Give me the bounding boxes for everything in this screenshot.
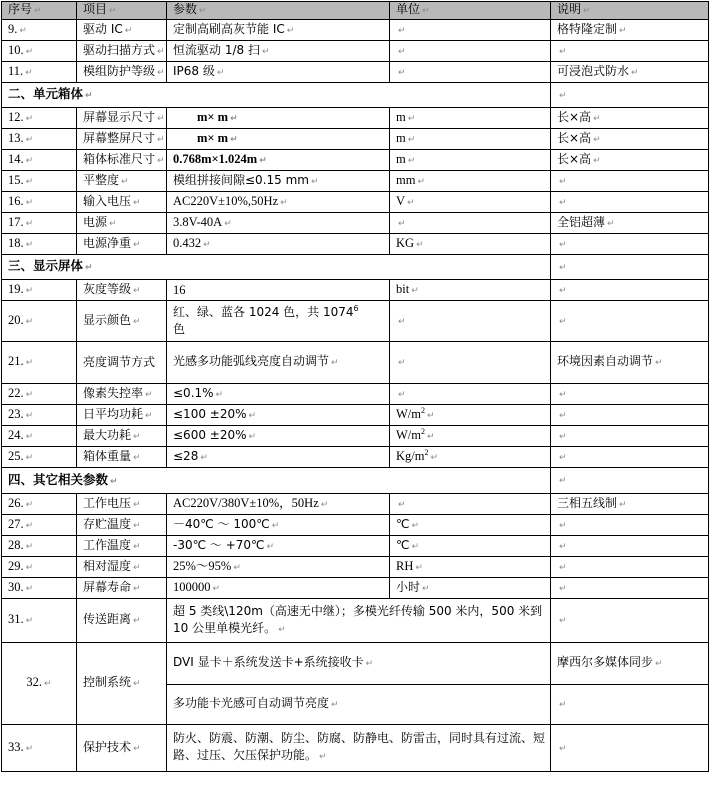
row-note: ↵ bbox=[551, 536, 709, 557]
row-note: ↵ bbox=[551, 557, 709, 578]
spec-table bbox=[1, 1, 709, 772]
row-unit: ↵ bbox=[390, 41, 551, 62]
row-item: 屏幕整屏尺寸 ↵ bbox=[77, 129, 167, 150]
table-row bbox=[2, 515, 709, 536]
row-note: 格特隆定制 ↵ bbox=[551, 20, 709, 41]
row-item: 保护技术 ↵ bbox=[77, 725, 167, 772]
header-item: 项目 ↵ bbox=[77, 2, 167, 20]
row-no: 17. ↵ bbox=[2, 213, 77, 234]
row-param: AC220V/380V±10%，50Hz ↵ bbox=[167, 494, 390, 515]
row-item: 屏幕显示尺寸 ↵ bbox=[77, 108, 167, 129]
row-note: ↵ bbox=[551, 515, 709, 536]
row-param: AC220V±10%,50Hz ↵ bbox=[167, 192, 390, 213]
row-unit: bit ↵ bbox=[390, 280, 551, 301]
row-unit: ↵ bbox=[390, 62, 551, 83]
table-row bbox=[2, 41, 709, 62]
row-no: 21. ↵ bbox=[2, 342, 77, 384]
row-param: 定制高刷高灰节能 IC ↵ bbox=[167, 20, 390, 41]
row-param: 防火、防震、防潮、防尘、防腐、防静电、防雷击，同时具有过流、短路、过压、欠压保护功能。 ↵ bbox=[167, 725, 551, 772]
row-unit: ℃ ↵ bbox=[390, 515, 551, 536]
row-note: ↵ bbox=[551, 725, 709, 772]
row-no: 18. ↵ bbox=[2, 234, 77, 255]
row-no: 24. ↵ bbox=[2, 426, 77, 447]
section-title: 二、单元箱体 ↵ bbox=[2, 83, 551, 108]
row-note: ↵ bbox=[551, 255, 709, 280]
row-item: 箱体重量 ↵ bbox=[77, 447, 167, 468]
header-param: 参数 ↵ bbox=[167, 2, 390, 20]
row-param: 多功能卡光感可自动调节亮度 ↵ bbox=[167, 685, 551, 725]
table-row bbox=[2, 108, 709, 129]
row-param: 超 5 类线\120m（高速无中继）；多模光纤传输 500 米内，500 米到 10 公里单模光纤。 ↵ bbox=[167, 599, 551, 643]
row-no: 9. ↵ bbox=[2, 20, 77, 41]
row-unit: ↵ bbox=[390, 213, 551, 234]
row-unit: m ↵ bbox=[390, 150, 551, 171]
table-row bbox=[2, 213, 709, 234]
header-note: 说明 ↵ bbox=[551, 2, 709, 20]
row-param: －40℃ ～ 100℃ ↵ bbox=[167, 515, 390, 536]
table-row bbox=[2, 557, 709, 578]
row-item: 电源 ↵ bbox=[77, 213, 167, 234]
row-param: 光感多功能弧线亮度自动调节 ↵ bbox=[167, 342, 390, 384]
row-no: 11. ↵ bbox=[2, 62, 77, 83]
row-unit: mm ↵ bbox=[390, 171, 551, 192]
row-param: DVI 显卡＋系统发送卡+系统接收卡 ↵ bbox=[167, 643, 551, 685]
row-no: 25. ↵ bbox=[2, 447, 77, 468]
table-row bbox=[2, 426, 709, 447]
table-row bbox=[2, 447, 709, 468]
row-param: 0.768m×1.024m ↵ bbox=[167, 150, 390, 171]
row-note: 可浸泡式防水 ↵ bbox=[551, 62, 709, 83]
row-item: 工作温度 ↵ bbox=[77, 536, 167, 557]
row-no: 26. ↵ bbox=[2, 494, 77, 515]
table-row bbox=[2, 150, 709, 171]
table-row bbox=[2, 171, 709, 192]
row-no: 10. ↵ bbox=[2, 41, 77, 62]
row-no: 13. ↵ bbox=[2, 129, 77, 150]
row-note: ↵ bbox=[551, 405, 709, 426]
table-row bbox=[2, 599, 709, 643]
row-no: 22. ↵ bbox=[2, 384, 77, 405]
table-row bbox=[2, 643, 709, 685]
row-item: 相对湿度 ↵ bbox=[77, 557, 167, 578]
row-item: 箱体标准尺寸 ↵ bbox=[77, 150, 167, 171]
row-note: ↵ bbox=[551, 685, 709, 725]
row-item: 显示颜色 ↵ bbox=[77, 301, 167, 342]
row-note: 环境因素自动调节 ↵ bbox=[551, 342, 709, 384]
row-param: 25%～95% ↵ bbox=[167, 557, 390, 578]
row-param: m× m ↵ bbox=[167, 108, 390, 129]
row-item: 像素失控率 ↵ bbox=[77, 384, 167, 405]
table-row bbox=[2, 494, 709, 515]
row-unit: ↵ bbox=[390, 301, 551, 342]
row-note: 长×高 ↵ bbox=[551, 108, 709, 129]
header-no: 序号 ↵ bbox=[2, 2, 77, 20]
row-note: 全铝超薄 ↵ bbox=[551, 213, 709, 234]
row-note: ↵ bbox=[551, 171, 709, 192]
row-note: ↵ bbox=[551, 83, 709, 108]
section-row bbox=[2, 255, 709, 280]
row-no: 29. ↵ bbox=[2, 557, 77, 578]
row-item: 屏幕寿命 ↵ bbox=[77, 578, 167, 599]
row-item: 传送距离 ↵ bbox=[77, 599, 167, 643]
table-row bbox=[2, 536, 709, 557]
row-note: ↵ bbox=[551, 384, 709, 405]
row-note: ↵ bbox=[551, 578, 709, 599]
row-item: 工作电压 ↵ bbox=[77, 494, 167, 515]
row-param: m× m ↵ bbox=[167, 129, 390, 150]
row-no: 19. ↵ bbox=[2, 280, 77, 301]
row-no: 33. ↵ bbox=[2, 725, 77, 772]
row-unit: $W/m^2↵$ bbox=[390, 426, 551, 447]
row-param: 100000 ↵ bbox=[167, 578, 390, 599]
row-item: 最大功耗 ↵ bbox=[77, 426, 167, 447]
row-no: 32. ↵ bbox=[2, 643, 77, 725]
row-param: IP68 级 ↵ bbox=[167, 62, 390, 83]
row-unit: ↵ bbox=[390, 342, 551, 384]
row-param: -30℃ ～ +70℃ ↵ bbox=[167, 536, 390, 557]
section-title: 四、其它相关参数 ↵ bbox=[2, 468, 551, 494]
row-unit: KG ↵ bbox=[390, 234, 551, 255]
row-unit: RH ↵ bbox=[390, 557, 551, 578]
table-row bbox=[2, 280, 709, 301]
row-unit: ↵ bbox=[390, 494, 551, 515]
row-note: ↵ bbox=[551, 192, 709, 213]
row-unit: ↵ bbox=[390, 20, 551, 41]
table-row bbox=[2, 234, 709, 255]
row-note: ↵ bbox=[551, 301, 709, 342]
section-title: 三、显示屏体 ↵ bbox=[2, 255, 551, 280]
row-note: ↵ bbox=[551, 447, 709, 468]
row-param: 恒流驱动 1/8 扫 ↵ bbox=[167, 41, 390, 62]
row-no: 15. ↵ bbox=[2, 171, 77, 192]
table-row bbox=[2, 301, 709, 342]
row-note: 长×高 ↵ bbox=[551, 129, 709, 150]
row-item: 输入电压 ↵ bbox=[77, 192, 167, 213]
row-unit: m ↵ bbox=[390, 129, 551, 150]
table-row bbox=[2, 20, 709, 41]
section-row bbox=[2, 468, 709, 494]
row-no: 20. ↵ bbox=[2, 301, 77, 342]
row-param: 16 bbox=[167, 280, 390, 301]
row-item: 存贮温度 ↵ bbox=[77, 515, 167, 536]
row-item: 驱动 IC ↵ bbox=[77, 20, 167, 41]
row-note: ↵ bbox=[551, 426, 709, 447]
section-row bbox=[2, 83, 709, 108]
row-note: 长×高 ↵ bbox=[551, 150, 709, 171]
row-no: 31. ↵ bbox=[2, 599, 77, 643]
row-param: ≤0.1% ↵ bbox=[167, 384, 390, 405]
row-unit: 小时 ↵ bbox=[390, 578, 551, 599]
row-param: ≤100 ±20% ↵ bbox=[167, 405, 390, 426]
row-no: 23. ↵ bbox=[2, 405, 77, 426]
row-unit: $W/m^2↵$ bbox=[390, 405, 551, 426]
row-no: 30. ↵ bbox=[2, 578, 77, 599]
row-param: 红、绿、蓝各 1024 色，共 1074$^6$ 色 bbox=[167, 301, 390, 342]
row-param: ≤28 ↵ bbox=[167, 447, 390, 468]
row-note: ↵ bbox=[551, 599, 709, 643]
table-row bbox=[2, 342, 709, 384]
row-note: ↵ bbox=[551, 280, 709, 301]
header-row bbox=[2, 2, 709, 20]
row-unit: ℃ ↵ bbox=[390, 536, 551, 557]
row-no: 28. ↵ bbox=[2, 536, 77, 557]
row-no: 14. ↵ bbox=[2, 150, 77, 171]
row-item: 平整度 ↵ bbox=[77, 171, 167, 192]
row-item: 模组防护等级 ↵ bbox=[77, 62, 167, 83]
table-row bbox=[2, 62, 709, 83]
row-note: 摩西尔多媒体同步 ↵ bbox=[551, 643, 709, 685]
row-unit: $Kg/m^2↵$ bbox=[390, 447, 551, 468]
table-row bbox=[2, 129, 709, 150]
row-item: 驱动扫描方式 ↵ bbox=[77, 41, 167, 62]
table-row bbox=[2, 578, 709, 599]
row-note: ↵ bbox=[551, 41, 709, 62]
row-no: 12. ↵ bbox=[2, 108, 77, 129]
row-note: 三相五线制 ↵ bbox=[551, 494, 709, 515]
row-param: 模组拼接间隙≤0.15 mm ↵ bbox=[167, 171, 390, 192]
row-item: 电源净重 ↵ bbox=[77, 234, 167, 255]
row-param: 0.432 ↵ bbox=[167, 234, 390, 255]
row-item: 日平均功耗 ↵ bbox=[77, 405, 167, 426]
row-unit: ↵ bbox=[390, 384, 551, 405]
row-note: ↵ bbox=[551, 468, 709, 494]
table-row bbox=[2, 725, 709, 772]
row-unit: m ↵ bbox=[390, 108, 551, 129]
table-row bbox=[2, 384, 709, 405]
row-item: 亮度调节方式 bbox=[77, 342, 167, 384]
row-item: 控制系统 ↵ bbox=[77, 643, 167, 725]
row-item: 灰度等级 ↵ bbox=[77, 280, 167, 301]
header-unit: 单位 ↵ bbox=[390, 2, 551, 20]
row-unit: V ↵ bbox=[390, 192, 551, 213]
row-param: 3.8V-40A ↵ bbox=[167, 213, 390, 234]
row-no: 16. ↵ bbox=[2, 192, 77, 213]
table-row bbox=[2, 405, 709, 426]
row-param: ≤600 ±20% ↵ bbox=[167, 426, 390, 447]
row-no: 27. ↵ bbox=[2, 515, 77, 536]
table-row bbox=[2, 192, 709, 213]
row-note: ↵ bbox=[551, 234, 709, 255]
